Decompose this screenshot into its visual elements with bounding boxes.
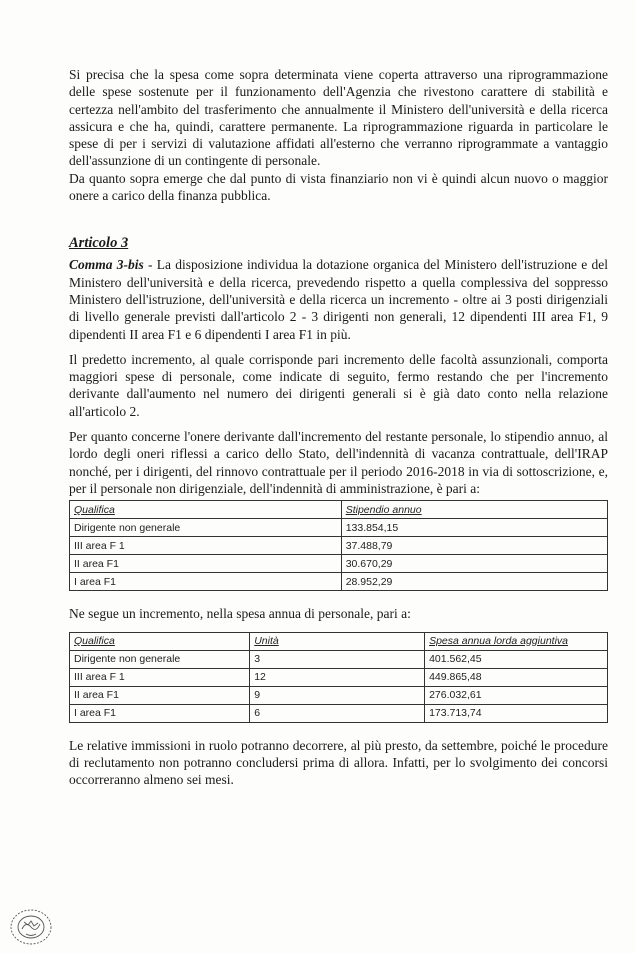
- column-header: Unità: [250, 632, 425, 650]
- table-cell: 276.032,61: [425, 686, 608, 704]
- table-row: [70, 555, 608, 573]
- table-cell: 449.865,48: [425, 668, 608, 686]
- table-cell: 133.854,15: [341, 519, 607, 537]
- table-cell: 37.488,79: [341, 537, 607, 555]
- paragraph-onere: Per quanto concerne l'onere derivante dall'incremento del restante personale, lo stipendio annuo, al lordo degli oneri riflessi a carico dello Stato, dell'indennità di vacanza contrattuale, dell'IRAP nonché, per i dirigenti, del rinnovo contrattuale per il periodo 2016-2018 in via di sottoscrizione, e, per il personale non dirigenziale, dell'indennità di amministrazione, è pari a:: [69, 429, 608, 496]
- table-cell: II area F1: [70, 686, 250, 704]
- table-cell: 30.670,29: [341, 555, 607, 573]
- table-cell: 28.952,29: [341, 573, 607, 591]
- paragraph-conclusione: Da quanto sopra emerge che dal punto di vista finanziario non vi è quindi alcun nuovo o maggior onere a carico della finanza pubblica.: [69, 170, 608, 204]
- table-cell: Dirigente non generale: [70, 519, 342, 537]
- table-cell: II area F1: [70, 555, 342, 573]
- table-header-row: [70, 501, 608, 519]
- column-header: Stipendio annuo: [341, 501, 607, 519]
- column-header: Spesa annua lorda aggiuntiva: [425, 632, 608, 650]
- table-cell: 173.713,74: [425, 704, 608, 722]
- paragraph-incremento: Il predetto incremento, al quale corrisponde pari incremento delle facoltà assunzionali, comporta maggiori spese di personale, come indicate di seguito, fermo restando che per l'incremento derivante dall'aumento nel numero dei dirigenti generali si è già dato conto nella relazione all'articolo 2.: [69, 351, 608, 419]
- table-row: [70, 650, 608, 668]
- table-row: [70, 704, 608, 722]
- table-row: [70, 686, 608, 704]
- table-row: [70, 573, 608, 591]
- table-cell: I area F1: [70, 573, 342, 591]
- table-cell: Dirigente non generale: [70, 650, 250, 668]
- table-row: [70, 537, 608, 555]
- stipendi-table: [69, 500, 608, 591]
- document-body: [69, 66, 608, 788]
- column-header: Qualifica: [70, 501, 342, 519]
- column-header: Qualifica: [70, 632, 250, 650]
- official-seal-icon: [8, 907, 54, 947]
- table-cell: 401.562,45: [425, 650, 608, 668]
- comma-text: - La disposizione individua la dotazione organica del Ministero dell'istruzione e del Ministero dell'università e della ricerca, prevedendo rispetto a quella complessiva del soppresso Ministero dell'istruzione, dell'università e della ricerca un incremento - oltre ai 3 posti dirigenziali di livello generale previsti dall'articolo 2 - 3 dirigenti non generali, 12 dipendenti III area F1, 9 dipendenti II area F1 e 6 dipendenti I area F1 in più.: [69, 257, 608, 342]
- table-cell: III area F 1: [70, 537, 342, 555]
- table-cell: 12: [250, 668, 425, 686]
- paragraph-segue: Ne segue un incremento, nella spesa annua di personale, pari a:: [69, 606, 411, 622]
- spesa-table: [69, 632, 608, 723]
- table-header-row: [70, 632, 608, 650]
- table-row: [70, 668, 608, 686]
- article-heading: Articolo 3: [69, 235, 129, 252]
- paragraph-finale: Le relative immissioni in ruolo potranno decorrere, al più presto, da settembre, poiché le procedure di reclutamento non potranno concludersi prima di allora. Infatti, per lo svolgimento dei concorsi occorreranno almeno sei mesi.: [69, 737, 608, 788]
- comma-label: Comma 3-bis: [69, 257, 144, 273]
- paragraph-copertura: Si precisa che la spesa come sopra determinata viene coperta attraverso una riprogrammazione delle spese sostenute per il funzionamento dell'Agenzia che rivestono carattere di stabilità e certezza nell'ambito del trasferimento che annualmente il Ministero dell'università e della ricerca assicura e che ha, quindi, carattere permanente. La riprogrammazione riguarda in particolare le spese di per i servizi di valutazione affidati all'esterno che verranno riprogrammate a vantaggio dell'assunzione di un contingente di personale.: [69, 67, 608, 169]
- table-cell: 6: [250, 704, 425, 722]
- table-cell: 3: [250, 650, 425, 668]
- table-cell: III area F 1: [70, 668, 250, 686]
- table-cell: I area F1: [70, 704, 250, 722]
- table-cell: 9: [250, 686, 425, 704]
- paragraph-comma: [69, 256, 608, 342]
- table-row: [70, 519, 608, 537]
